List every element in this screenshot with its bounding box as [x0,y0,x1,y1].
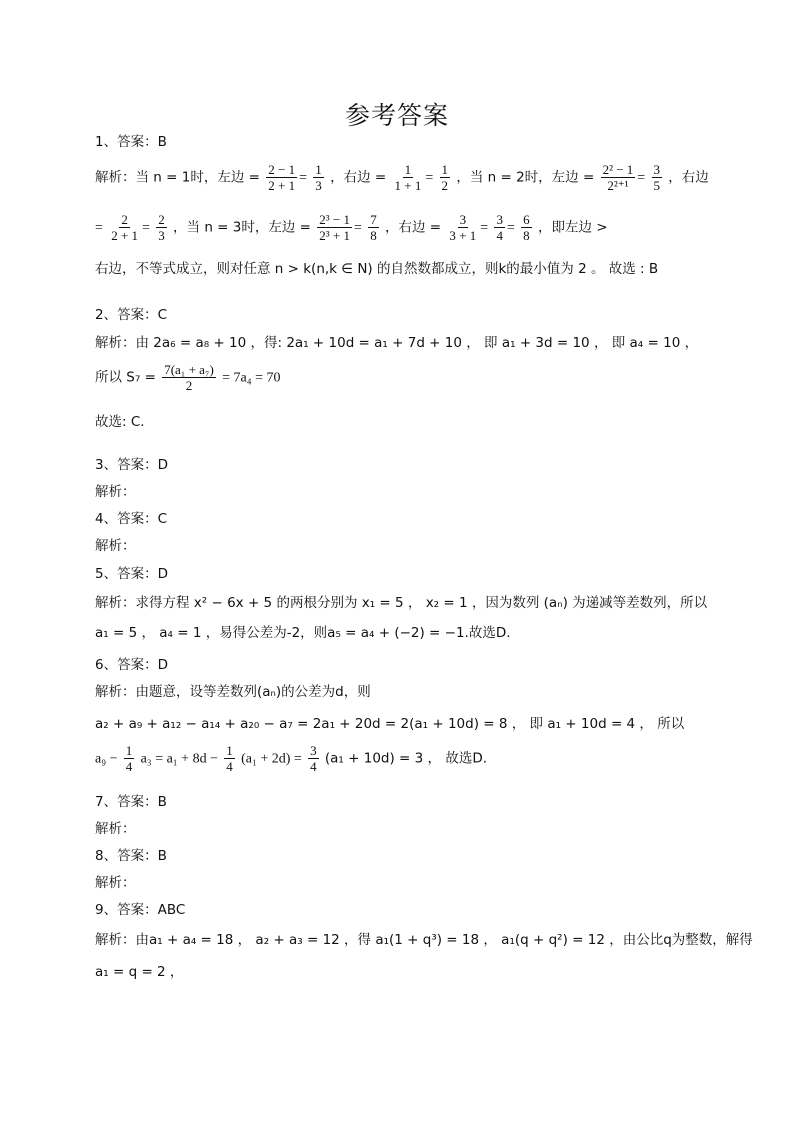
text-seg: ，右边 = [385,219,442,236]
fraction: $\frac{\text{2³ − 1}}{\text{2³ + 1}}$ [319,212,351,243]
page-title: 参考答案 [344,101,449,130]
answer-2-explanation-line-1: 解析：由 2a₆ = a₈ + 10 ，得: 2a₁ + 10d = a₁ + 7d + 10 ， 即 a₁ + 3d = 10 ， 即 a₄ = 10 ， [95,335,699,351]
answer-9-explanation-line-2: a₁ = q = 2 ， [95,964,184,980]
text-seg: ，即左边 > [537,219,608,236]
fraction: $\frac{1}{4}$ [226,743,233,774]
fraction: $\frac{2 - 1}{2 + 1}$ [268,162,296,193]
fraction: $\frac{1}{2}$ [441,162,449,193]
text-seg: ，当 n = 2时，左边 = [456,169,595,186]
answer-4-label: 4、答案：C [95,511,168,527]
text-seg: ，当 n = 3时，左边 = [173,219,311,236]
fraction: $\frac{3}{4}$ [496,212,503,243]
answer-2-explanation-line-2 [95,362,280,393]
answer-1-explanation-line-1: 解析：当 n = 1时，左边 = $\frac{2 - 1}{2 + 1}$ = $\frac{1}{3}$ ，右边 = $\frac{1}{1 + 1}$ = $\frac{1}{2}$ ，当 n = 2时，左边 = $\frac{\text{2² − 1}}{\text{2²⁺¹}}$ = $\frac{3}{5}$ ，右边 [95,162,709,193]
answer-5-label: 5、答案：D [95,566,168,582]
fraction: $\frac{\text{2² − 1}}{\text{2²⁺¹}}$ [602,162,634,193]
fraction: $\frac{\text{7(a₁ + a₇)}}{2}$ [164,362,214,393]
fraction: $\frac{1}{1 + 1}$ [394,162,422,193]
answer-5-explanation-line-1: 解析：求得方程 x² − 6x + 5 的两根分别为 x₁ = 5 ， x₂ = 1 ，因为数列 (aₙ) 为递减等差数列，所以 [95,595,708,611]
text-seg: ，右边 [668,169,709,186]
answer-7-label: 7、答案：B [95,794,167,810]
answer-6-explanation-line-2: a₂ + a₉ + a₁₂ − a₁₄ + a₂₀ − a₇ = 2a₁ + 20d = 2(a₁ + 10d) = 8 ， 即 a₁ + 10d = 4 ， 所以 [95,716,685,732]
fraction: $\frac{2}{3}$ [158,212,165,243]
text-seg: ，右边 = [330,169,387,186]
text-seg: a₃ = a₁ + 8d − [140,751,218,767]
answer-8-explanation: 解析： [95,875,136,891]
answer-9-label: 9、答案：ABC [95,902,186,918]
answer-5-explanation-line-2: a₁ = 5 ， a₄ = 1 ，易得公差为-2，则a₅ = a₄ + (−2) = −1.故选D. [95,625,511,641]
text-seg: = [95,220,103,236]
answer-6-label: 6、答案：D [95,657,168,673]
answer-6-explanation-line-3 [95,743,487,774]
answer-9-explanation-line-1: 解析：由a₁ + a₄ = 18 ， a₂ + a₃ = 12 ，得 a₁(1 + q³) = 18 ， a₁(q + q²) = 12 ，由公比q为整数，解得 [95,932,753,948]
answer-1-label: 1、答案：B [95,134,167,150]
text-seg: 所以 S₇ = [95,369,156,386]
fraction: $\frac{3}{4}$ [310,743,317,774]
fraction: $\frac{6}{8}$ [523,212,530,243]
text-seg: 解析：当 n = 1时，左边 = [95,169,260,186]
fraction: $\frac{3}{3 + 1}$ [449,212,477,243]
fraction: $\frac{1}{3}$ [315,162,322,193]
fraction: $\frac{2}{2 + 1}$ [111,212,139,243]
text-seg: a₉ − [95,751,118,767]
answer-8-label: 8、答案：B [95,848,167,864]
answer-1-explanation-line-3: 右边，不等式成立，则对任意 n > k(n,k ∈ N) 的自然数都成立，则k的最小值为 2 。 故选 : B [95,261,659,277]
answer-3-label: 3、答案：D [95,457,168,473]
text-seg: (a₁ + 10d) = 3 ， 故选D. [324,750,488,767]
text-seg: = 7a₄ = 70 [222,370,281,386]
answer-3-explanation: 解析： [95,484,136,500]
answer-2-label: 2、答案：C [95,307,168,323]
fraction: $\frac{7}{8}$ [370,212,377,243]
answer-4-explanation: 解析： [95,538,136,554]
fraction: $\frac{3}{5}$ [653,162,660,193]
text-seg: (a₁ + 2d) = [241,751,302,767]
answer-6-explanation-line-1: 解析：由题意，设等差数列(aₙ)的公差为d，则 [95,684,371,700]
answer-7-explanation: 解析： [95,821,136,837]
answer-2-conclusion: 故选: C. [95,414,145,430]
fraction: $\frac{1}{4}$ [125,743,133,774]
answer-1-explanation-line-2: = $\frac{2}{2 + 1}$ = $\frac{2}{3}$ ，当 n = 3时，左边 = $\frac{\text{2³ − 1}}{\text{2³ + 1}}$ = $\frac{7}{8}$ ，右边 = $\frac{3}{3 + 1}$ = $\frac{3}{4}$ = $\frac{6}{8}$ ，即左边 > [95,212,608,243]
